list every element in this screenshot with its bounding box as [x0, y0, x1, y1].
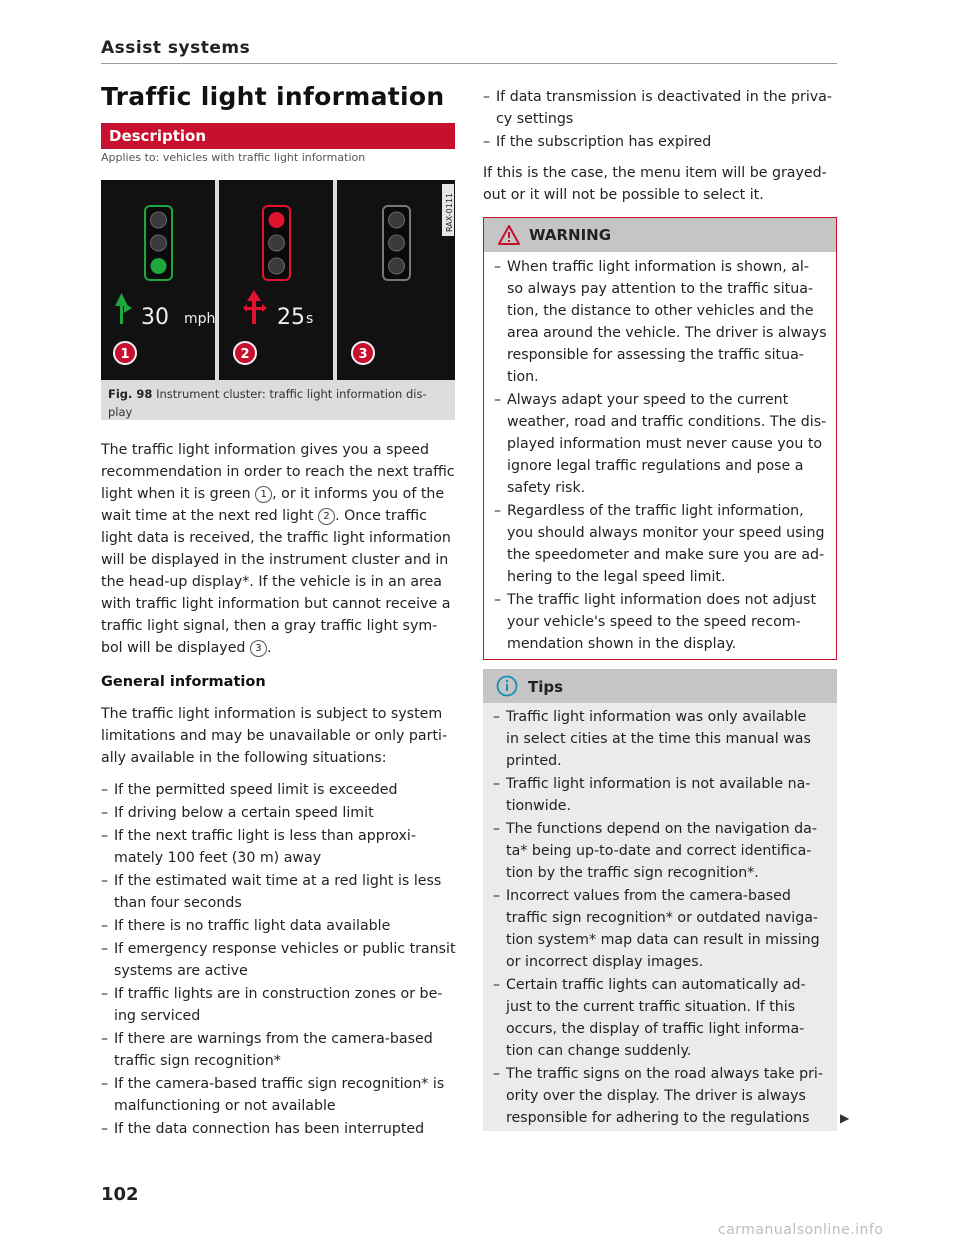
- wait-time-value: 25: [277, 305, 305, 330]
- list-item: – Regardless of the traffic light information, you should always monitor your speed using the speedometer and make sure you are ad- hering to the legal speed limit.: [494, 500, 830, 588]
- info-icon: [496, 675, 518, 697]
- header-divider: [101, 63, 837, 64]
- warning-list: [494, 256, 830, 656]
- tips-box: [483, 669, 837, 1131]
- warning-box: [483, 217, 837, 660]
- callout-2-label: 2: [240, 347, 250, 362]
- traffic-light-green-icon: [145, 206, 172, 280]
- callout-3-label: 3: [358, 347, 368, 362]
- list-item: – If the subscription has expired: [483, 131, 837, 153]
- warning-triangle-icon: [498, 225, 520, 245]
- list-item: – If there is no traffic light data available: [101, 915, 457, 937]
- continue-arrow-icon: ▶: [840, 1111, 850, 1125]
- list-item: – The traffic light information does not adjust your vehicle's speed to the speed recom- mendation shown in the display.: [494, 589, 830, 655]
- list-item: – Incorrect values from the camera-based traffic sign recognition* or outdated naviga- tion system* map data can result in missing or incorrect display images.: [493, 885, 829, 973]
- wait-time-unit: s: [306, 311, 314, 327]
- list-item: – If data transmission is deactivated in the priva- cy settings: [483, 86, 837, 130]
- list-item: – The functions depend on the navigation da- ta* being up-to-date and correct identifica- tion by the traffic sign recognition*.: [493, 818, 829, 884]
- list-item: – If there are warnings from the camera-based traffic sign recognition*: [101, 1028, 457, 1072]
- list-item: – Certain traffic lights can automatically ad- just to the current traffic situation. If this occurs, the display of traffic light informa- tion can change suddenly.: [493, 974, 829, 1062]
- general-info-heading: General information: [101, 674, 266, 690]
- page-title: Traffic light information: [101, 82, 445, 111]
- list-item: – When traffic light information is shown, al- so always pay attention to the traffic situa- tion, the distance to other vehicles and the area around the vehicle. The driver is always responsible for assessing the traffic situa- tion.: [494, 256, 830, 388]
- list-item: – If driving below a certain speed limit: [101, 802, 457, 824]
- callout-ref-1: 1: [255, 486, 272, 503]
- callout-1-label: 1: [120, 347, 130, 362]
- list-item: – If the estimated wait time at a red light is less than four seconds: [101, 870, 457, 914]
- list-item: – Always adapt your speed to the current weather, road and traffic conditions. The dis- played information must never cause you to ignore legal traffic regulations and pose a safety risk.: [494, 389, 830, 499]
- speed-value: 30: [141, 305, 169, 330]
- figure-code: RAX-0111: [445, 192, 454, 232]
- grayed-out-paragraph: If this is the case, the menu item will be grayed- out or it will not be possible to select it.: [483, 165, 827, 203]
- warning-title: WARNING: [529, 226, 612, 244]
- list-item: – If the permitted speed limit is exceeded: [101, 779, 457, 801]
- instrument-cluster-illustration: [101, 180, 455, 420]
- description-bar: Description: [101, 123, 455, 149]
- general-info-paragraph: The traffic light information is subject to system limitations and may be unavailable or only parti- ally available in the following situations:: [101, 706, 448, 766]
- callout-ref-3: 3: [250, 640, 267, 657]
- warning-header: [484, 218, 836, 252]
- tips-title: Tips: [528, 678, 564, 696]
- traffic-light-gray-icon: [383, 206, 410, 280]
- figure-traffic-light-display: [101, 180, 455, 420]
- figure-number: Fig. 98: [108, 387, 153, 401]
- conditions-list-continued: [483, 86, 837, 154]
- applies-to-note: Applies to: vehicles with traffic light information: [101, 151, 366, 164]
- traffic-light-red-icon: [263, 206, 290, 280]
- list-item: – If the camera-based traffic sign recognition* is malfunctioning or not available: [101, 1073, 457, 1117]
- conditions-list: [101, 779, 457, 1141]
- watermark: carmanualsonline.info: [718, 1222, 884, 1238]
- panel-divider-1: [215, 180, 219, 380]
- list-item: – Traffic light information is not available na- tionwide.: [493, 773, 829, 817]
- list-item: – If the next traffic light is less than approxi- mately 100 feet (30 m) away: [101, 825, 457, 869]
- list-item: – If the data connection has been interrupted: [101, 1118, 457, 1140]
- tips-header: [483, 669, 837, 703]
- callout-ref-2: 2: [318, 508, 335, 525]
- figure-caption: [108, 385, 448, 421]
- list-item: – Traffic light information was only available in select cities at the time this manual was printed.: [493, 706, 829, 772]
- intro-paragraph: The traffic light information gives you a speed recommendation in order to reach the next traffic light when it is green 1 , or it informs you of the wait time at the next red light 2 . Once traffic light data is received, the traffic light information will be displayed in the instrument cluster and in the head-up display*. If the vehicle is in an area with traffic light information but cannot receive a traffic light signal, then a gray traffic light sym- bol will be displayed 3 .: [101, 442, 455, 656]
- list-item: – The traffic signs on the road always take pri- ority over the display. The driver is always responsible for adhering to the regulations: [493, 1063, 829, 1129]
- list-item: – If emergency response vehicles or public transit systems are active: [101, 938, 457, 982]
- page-number: 102: [101, 1184, 139, 1205]
- figure-caption-line1: Instrument cluster: traffic light information dis-: [156, 387, 427, 401]
- figure-caption-line2: play: [108, 405, 133, 419]
- panel-divider-2: [333, 180, 337, 380]
- list-item: – If traffic lights are in construction zones or be- ing serviced: [101, 983, 457, 1027]
- section-header: Assist systems: [101, 38, 251, 58]
- tips-list: [493, 706, 829, 1130]
- speed-unit: mph: [184, 311, 216, 327]
